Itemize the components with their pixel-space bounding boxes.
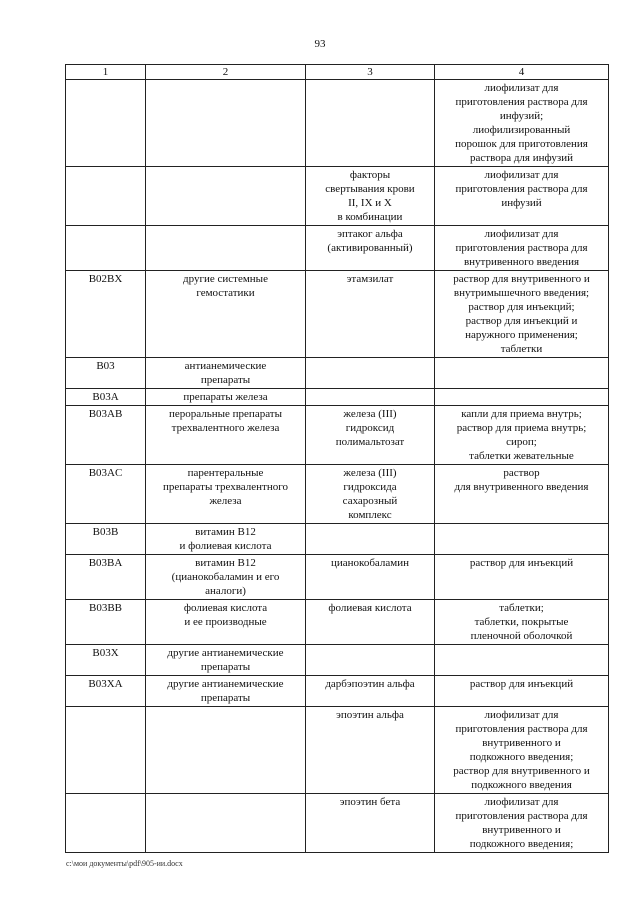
atc-code-cell — [66, 167, 146, 226]
drug-name-cell: факторы свертывания крови II, IX и X в комбинации — [306, 167, 435, 226]
group-name-cell — [146, 167, 306, 226]
column-header-4: 4 — [435, 65, 609, 80]
dosage-form-cell — [435, 524, 609, 555]
table-row — [66, 524, 609, 555]
group-name-cell: другие антианемические препараты — [146, 676, 306, 707]
table-row — [66, 465, 609, 524]
table-row — [66, 389, 609, 406]
group-name-cell: фолиевая кислота и ее производные — [146, 600, 306, 645]
footer-file-path: c:\мои документы\pdf\905-ии.docx — [66, 859, 183, 868]
table-row — [66, 707, 609, 794]
table-row — [66, 555, 609, 600]
dosage-form-cell — [435, 358, 609, 389]
drug-name-cell: эптаког альфа (активированный) — [306, 226, 435, 271]
dosage-form-cell: раствор для инъекций — [435, 555, 609, 600]
drug-name-cell — [306, 389, 435, 406]
group-name-cell — [146, 226, 306, 271]
table-row — [66, 167, 609, 226]
atc-code-cell — [66, 794, 146, 853]
drug-name-cell — [306, 645, 435, 676]
dosage-form-cell: лиофилизат для приготовления раствора для внутривенного введения — [435, 226, 609, 271]
table-row — [66, 600, 609, 645]
dosage-form-cell — [435, 389, 609, 406]
table-row — [66, 676, 609, 707]
dosage-form-cell: капли для приема внутрь; раствор для приема внутрь; сироп; таблетки жевательные — [435, 406, 609, 465]
group-name-cell: препараты железа — [146, 389, 306, 406]
drug-name-cell — [306, 524, 435, 555]
table-row — [66, 226, 609, 271]
table-row — [66, 271, 609, 358]
table-row — [66, 406, 609, 465]
atc-code-cell — [66, 707, 146, 794]
dosage-form-cell: раствор для внутривенного введения — [435, 465, 609, 524]
group-name-cell: пероральные препараты трехвалентного железа — [146, 406, 306, 465]
group-name-cell — [146, 707, 306, 794]
dosage-form-cell: лиофилизат для приготовления раствора для инфузий — [435, 167, 609, 226]
atc-code-cell: B03 — [66, 358, 146, 389]
group-name-cell: другие антианемические препараты — [146, 645, 306, 676]
group-name-cell: антианемические препараты — [146, 358, 306, 389]
page-number: 93 — [314, 38, 326, 50]
drug-name-cell: железа (III) гидроксид полимальтозат — [306, 406, 435, 465]
group-name-cell: витамин B12 (цианокобаламин и его аналоги) — [146, 555, 306, 600]
atc-code-cell — [66, 226, 146, 271]
atc-code-cell — [66, 80, 146, 167]
drug-name-cell — [306, 358, 435, 389]
drug-name-cell: дарбэпоэтин альфа — [306, 676, 435, 707]
column-header-2: 2 — [146, 65, 306, 80]
drug-table — [65, 64, 609, 853]
column-header-3: 3 — [306, 65, 435, 80]
table-row — [66, 645, 609, 676]
table-row — [66, 80, 609, 167]
drug-name-cell: этамзилат — [306, 271, 435, 358]
drug-name-cell: эпоэтин альфа — [306, 707, 435, 794]
group-name-cell: витамин B12 и фолиевая кислота — [146, 524, 306, 555]
group-name-cell: другие системные гемостатики — [146, 271, 306, 358]
dosage-form-cell: лиофилизат для приготовления раствора для внутривенного и подкожного введения; — [435, 794, 609, 853]
atc-code-cell: B03XA — [66, 676, 146, 707]
dosage-form-cell: лиофилизат для приготовления раствора для инфузий; лиофилизированный порошок для приготовления раствора для инфузий — [435, 80, 609, 167]
drug-name-cell: фолиевая кислота — [306, 600, 435, 645]
atc-code-cell: B03X — [66, 645, 146, 676]
dosage-form-cell: таблетки; таблетки, покрытые пленочной оболочкой — [435, 600, 609, 645]
atc-code-cell: B03A — [66, 389, 146, 406]
atc-code-cell: B03AC — [66, 465, 146, 524]
atc-code-cell: B02BX — [66, 271, 146, 358]
dosage-form-cell: лиофилизат для приготовления раствора для внутривенного и подкожного введения; раствор для внутривенного и подкожного введения — [435, 707, 609, 794]
dosage-form-cell: раствор для внутривенного и внутримышечного введения; раствор для инъекций; раствор для инъекций и наружного применения; таблетки — [435, 271, 609, 358]
drug-name-cell: цианокобаламин — [306, 555, 435, 600]
drug-name-cell — [306, 80, 435, 167]
atc-code-cell: B03B — [66, 524, 146, 555]
table-row — [66, 358, 609, 389]
dosage-form-cell — [435, 645, 609, 676]
group-name-cell — [146, 794, 306, 853]
table-row — [66, 794, 609, 853]
group-name-cell: парентеральные препараты трехвалентного железа — [146, 465, 306, 524]
group-name-cell — [146, 80, 306, 167]
drug-name-cell: железа (III) гидроксида сахарозный комплекс — [306, 465, 435, 524]
dosage-form-cell: раствор для инъекций — [435, 676, 609, 707]
atc-code-cell: B03AB — [66, 406, 146, 465]
drug-name-cell: эпоэтин бета — [306, 794, 435, 853]
column-header-1: 1 — [66, 65, 146, 80]
atc-code-cell: B03BA — [66, 555, 146, 600]
atc-code-cell: B03BB — [66, 600, 146, 645]
table-header-row — [66, 65, 609, 80]
